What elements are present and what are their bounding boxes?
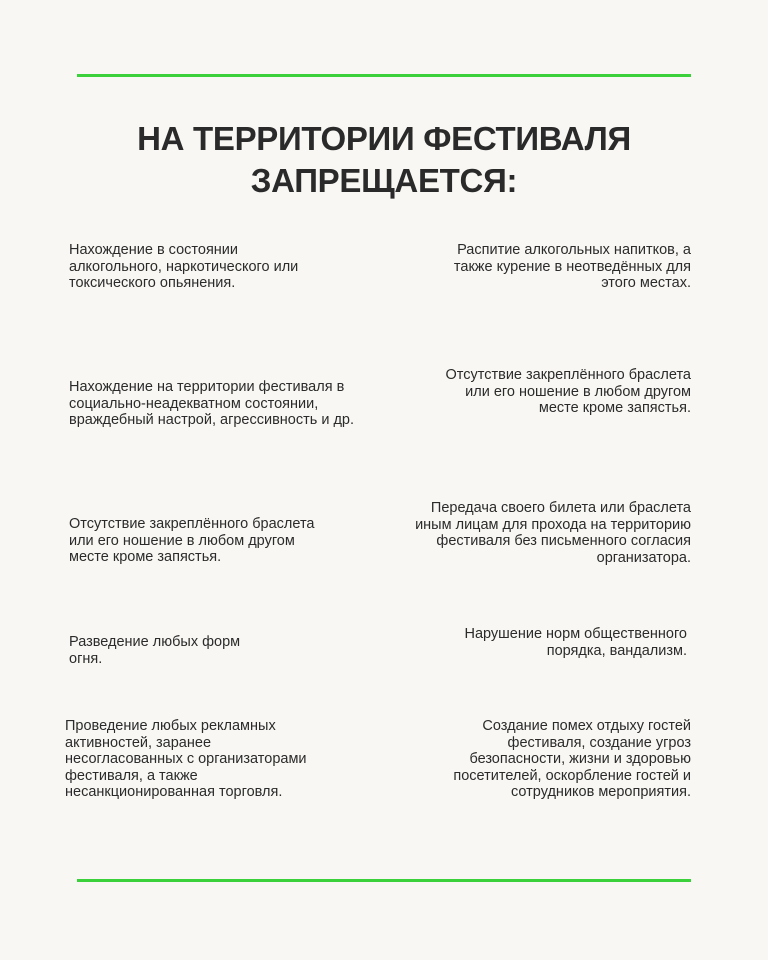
rule-item-bracelet-left: Отсутствие закреплённого браслета или его ношение в любом другом месте кроме запястья. xyxy=(69,516,315,565)
title-line-2: ЗАПРЕЩАЕТСЯ: xyxy=(250,162,518,199)
rule-item-public-order: Нарушение норм общественного порядка, вандализм. xyxy=(464,626,687,659)
rule-item-inadequate-behavior: Нахождение на территории фестиваля в социально-неадекватном состоянии, враждебный настрой, агрессивность и др. xyxy=(69,379,355,428)
title-line-1: НА ТЕРРИТОРИИ ФЕСТИВАЛЯ xyxy=(137,120,631,157)
rule-item-bracelet-right: Отсутствие закреплённого браслета или его ношение в любом другом месте кроме запястья. xyxy=(445,367,691,416)
bottom-divider xyxy=(77,879,691,882)
rule-item-disturbance: Создание помех отдыху гостей фестиваля, создание угроз безопасности, жизни и здоровью посетителей, оскорбление гостей и сотрудников мероприятия. xyxy=(453,718,691,800)
rule-item-fire: Разведение любых форм огня. xyxy=(69,634,241,667)
top-divider xyxy=(77,74,691,77)
rule-item-alcohol-smoking: Распитие алкогольных напитков, а также курение в неотведённых для этого местах. xyxy=(453,242,691,291)
page-title xyxy=(0,118,768,202)
rule-item-advertising: Проведение любых рекламных активностей, заранее несогласованных с организаторами фестиваля, а также несанкционированная торговля. xyxy=(65,718,307,800)
rule-item-ticket-transfer: Передача своего билета или браслета иным лицам для прохода на территорию фестиваля без письменного согласия организатора. xyxy=(415,500,691,566)
rule-item-intoxication: Нахождение в состоянии алкогольного, наркотического или токсического опьянения. xyxy=(69,242,299,291)
